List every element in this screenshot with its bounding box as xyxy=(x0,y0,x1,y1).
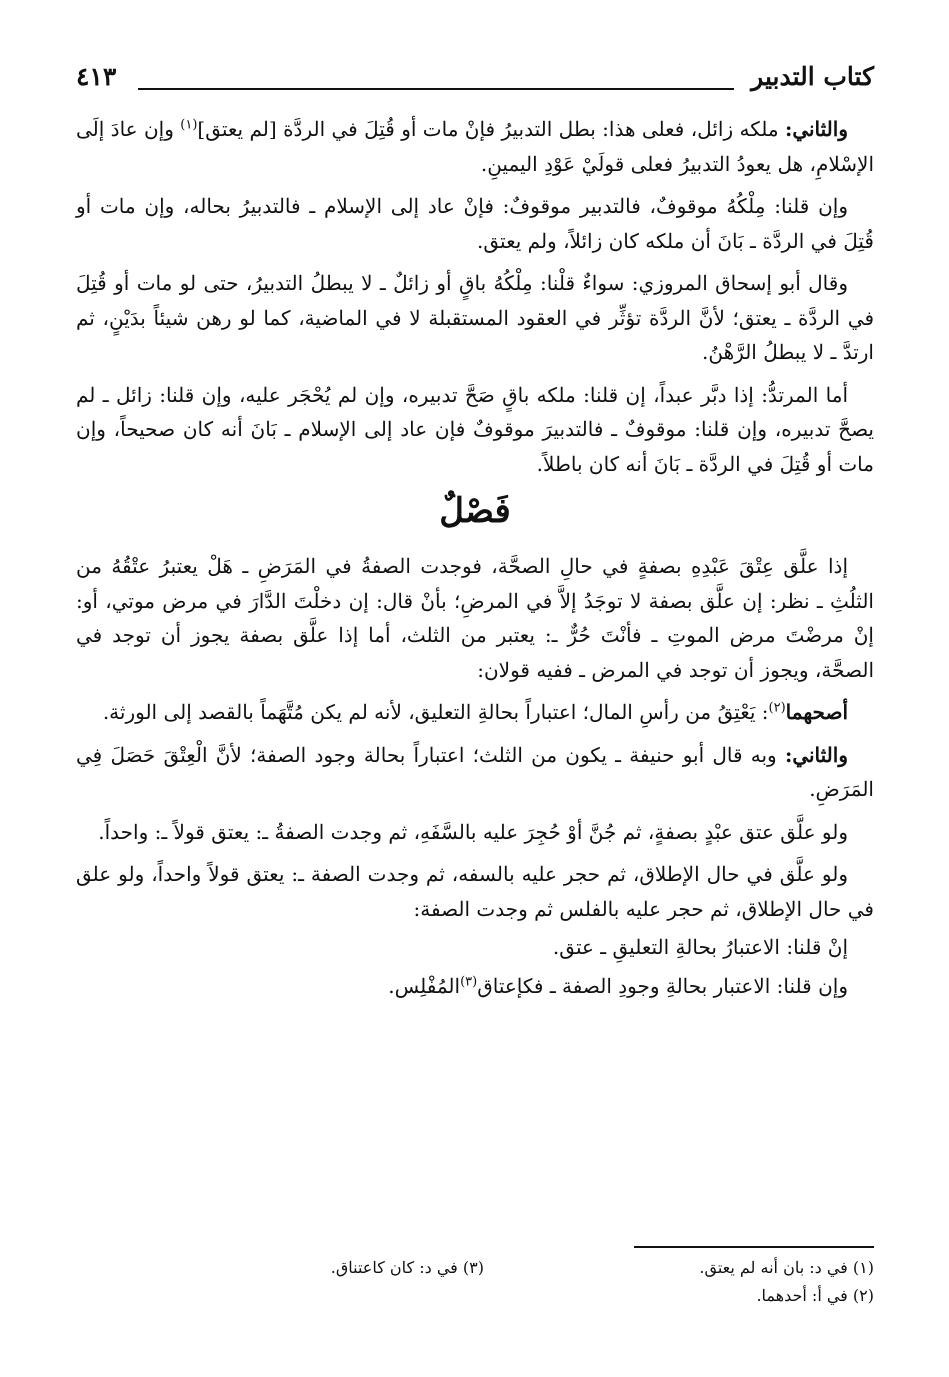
footnote-marker: (٢) xyxy=(768,700,786,716)
paragraph-6 xyxy=(76,695,874,730)
header-rule xyxy=(138,88,734,90)
paragraph-text: وإن عادَ إلَى الإسْلامِ، هل يعودُ التدبيرُ فعلى قولَيْ عَوْدِ اليمينِ. xyxy=(76,117,874,176)
paragraph-5: إذا علَّق عِتْقَ عَبْدِهِ بصفةٍ في حالِ الصحَّة، فوجدت الصفةُ في المَرَضِ ـ هَلْ يعتبرُ عتْقُهُ من الثلُثِ ـ نظر: إن علَّق بصفة لا توجَدُ إلاَّ في المرضِ؛ بأنْ قال: إن دخلْتَ الدَّارَ في مرض موتي، أو: إنْ مرضْتَ مرض الموتِ ـ فأنْتَ حُرٌّ ـ: يعتبر من الثلث، أما إذا علَّق بصفة يجوز أن توجد في الصحَّة، ويجوز أن توجد في المرض ـ ففيه قولان: xyxy=(76,554,874,682)
footnote-2: (٢) في أ: أحدهما. xyxy=(756,1286,874,1305)
paragraph-10: إنْ قلنا: الاعتبارُ بحالةِ التعليقِ ـ عتق. xyxy=(552,935,848,959)
footnote-row xyxy=(76,1284,874,1312)
paragraph-9: ولو علَّق في حال الإطلاق، ثم حجر عليه بالسفه، ثم وجدت الصفة ـ: يعتق قولاً واحداً، ولو علق في حال الإطلاق، ثم حجر عليه بالفلس ثم وجدت الصفة: xyxy=(76,862,874,921)
section-heading: فَصْلٌ xyxy=(439,491,511,531)
paragraph-4: أما المرتدُّ: إذا دبَّر عبداً، إن قلنا: ملكه باقٍ صَحَّ تدبيره، وإن لم يُحْجَر عليه، وإن قلنا: زائل ـ لم يصحَّ تدبيره، وإن قلنا: موقوفٌ ـ فالتدبيرَ موقوفٌ فإن عاد إلى الإسلام ـ بَانَ أنه كان صحيحاً، وإن مات أو قُتِلَ في الردَّة ـ بَانَ أنه كان باطلاً. xyxy=(76,382,874,476)
paragraph-7 xyxy=(76,738,874,807)
chapter-title: كتاب التدبير xyxy=(751,62,874,91)
paragraph-text: ملكه زائل، فعلى هذا: بطل التدبيرُ فإنْ مات أو قُتِلَ في الردَّة xyxy=(276,117,785,141)
paragraph-3: وقال أبو إسحاق المروزي: سواءٌ قلْنا: مِلْكُهُ باقٍ أو زائلٌ ـ لا يبطلُ التدبيرُ، حتى لو مات أو قُتِلَ في الردَّة ـ يعتق؛ لأنَّ الردَّة تؤثِّر في العقود المستقبلة لا في الماضية، كما لو رهن شيئاً بدَيْنٍ، ثم ارتدَّ ـ لا يبطلُ الرَّهْنُ. xyxy=(76,271,874,364)
footnote-marker: (١) xyxy=(180,117,198,133)
bracketed-insertion: [لم يعتق] xyxy=(197,117,277,141)
paragraph-8: ولو علَّق عتق عبْدٍ بصفةٍ، ثم جُنَّ أوْ حُجِرَ عليه بالسَّفَهِ، ثم وجدت الصفةُ ـ: يعتق قولاً ـ: واحداً. xyxy=(98,819,848,844)
paragraph-lead: أصحهما xyxy=(785,700,848,724)
footnote-3: (٣) في د: كان كاعتناق. xyxy=(330,1258,484,1277)
paragraph-text: وبه قال أبو حنيفة ـ يكون من الثلث؛ اعتباراً بحالة وجود الصفة؛ لأنَّ الْعِتْقَ حَصَلَ فِي المَرَضِ. xyxy=(76,742,874,801)
footnote-marker: (٣) xyxy=(460,973,478,989)
paragraph-text: المُفْلِس. xyxy=(388,973,461,998)
paragraph-lead: والثاني: xyxy=(784,742,848,767)
paragraph-text: وإن قلنا: الاعتبار بحالةِ وجودِ الصفة ـ فكإعتاق xyxy=(477,973,848,998)
paragraph-11 xyxy=(76,969,874,1004)
paragraph-2: وإن قلنا: مِلْكُهُ موقوفٌ، فالتدبير موقوفٌ: فإنْ عاد إلى الإسلام ـ فالتدبيرُ بحاله، وإن مات أو قُتِلَ في الردَّة ـ بَانَ أن ملكه كان زائلاً، ولم يعتق. xyxy=(76,194,874,253)
running-header xyxy=(76,60,874,104)
paragraph-1 xyxy=(76,112,874,181)
main-text xyxy=(76,112,874,1007)
paragraph-text: : يَعْتِقُ من رأسِ المال؛ اعتباراً بحالةِ التعليق، لأنه لم يكن مُتَّهَماً بالقصد إلى الورثة. xyxy=(102,700,769,724)
paragraph-lead: والثاني: xyxy=(784,117,848,141)
footnote-rule xyxy=(634,1246,874,1248)
footnote-row xyxy=(76,1256,874,1284)
page-number: ٤١٣ xyxy=(76,62,117,91)
footnote-1: (١) في د: بان أنه لم يعتق. xyxy=(699,1258,874,1277)
footnotes xyxy=(76,1246,874,1312)
